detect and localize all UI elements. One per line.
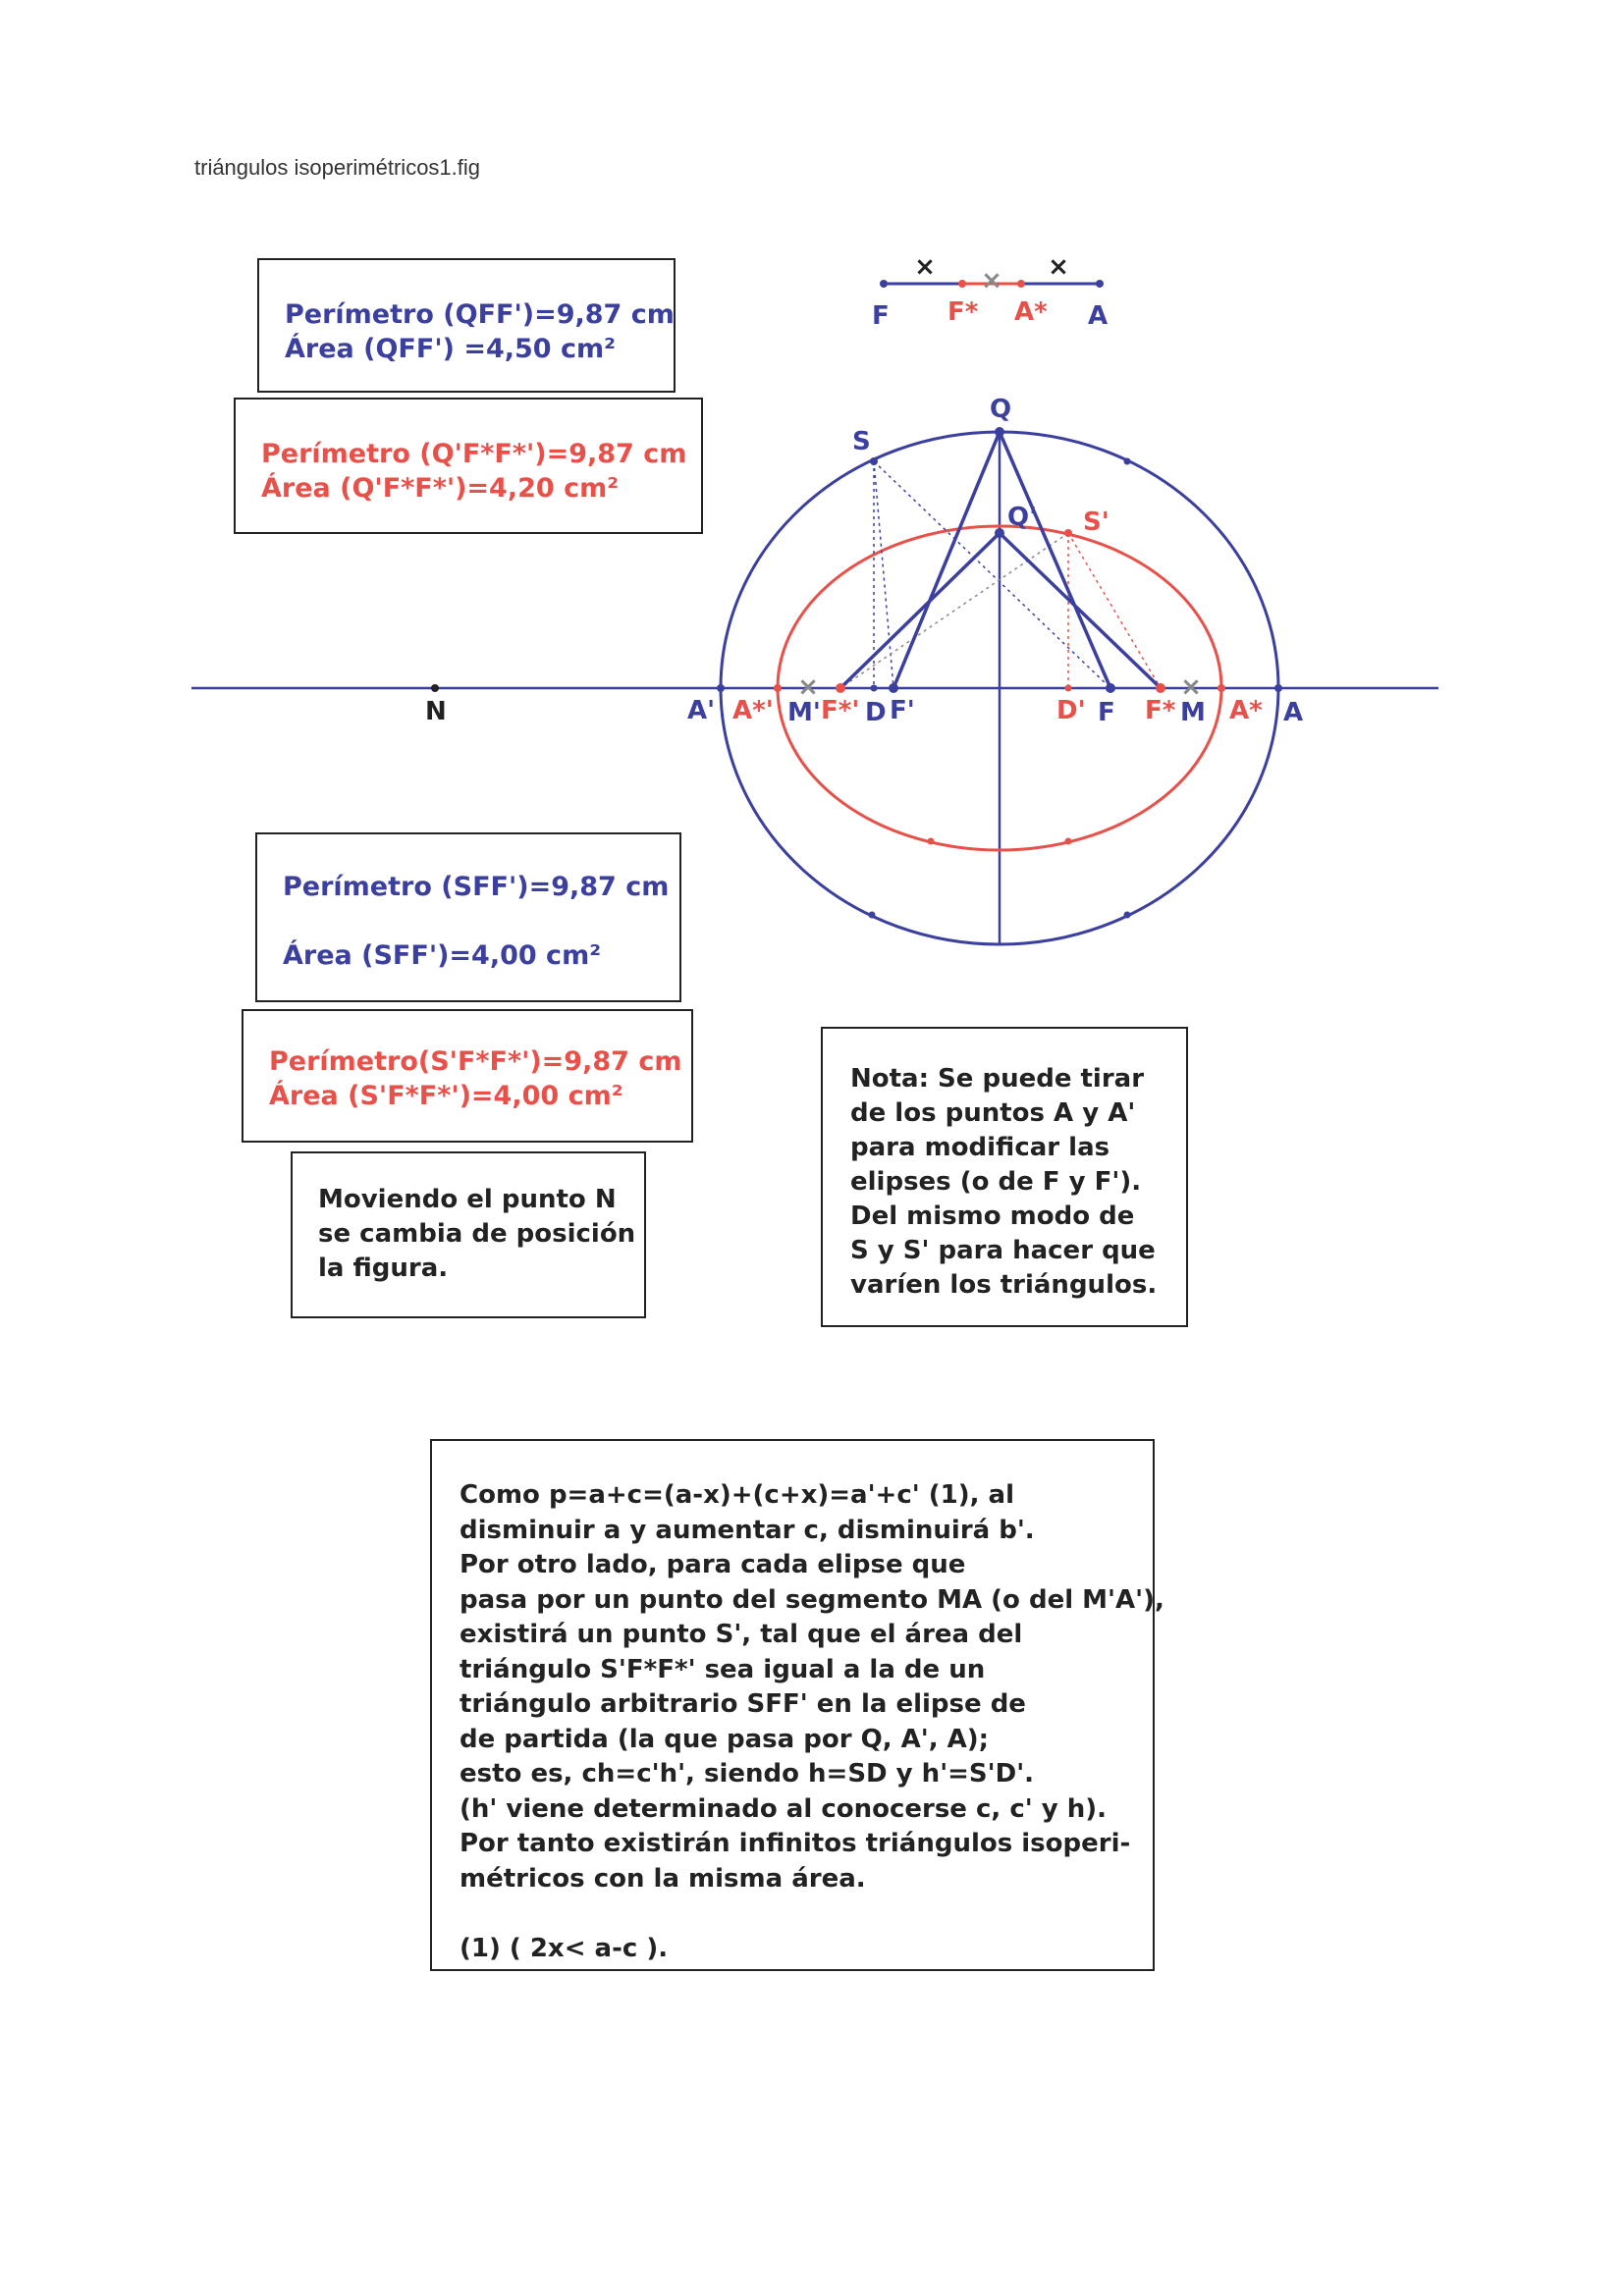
moviendo-line-2: se cambia de posición	[318, 1219, 636, 1249]
label-q: Q	[990, 395, 1012, 424]
sff-area: Área (SFF')=4,00 cm²	[283, 940, 602, 971]
nota-line-1: Nota: Se puede tirar	[850, 1064, 1145, 1094]
como-line-8: de partida (la que pasa por Q, A', A);	[460, 1724, 990, 1754]
cross-m: ×	[1180, 672, 1202, 702]
label-n: N	[425, 697, 447, 726]
nota-line-3: para modificar las	[850, 1133, 1110, 1162]
como-line-13	[460, 1896, 1153, 1932]
como-line-7: triángulo arbitrario SFF' en la elipse de	[460, 1689, 1026, 1719]
point-qp[interactable]	[995, 528, 1004, 538]
label-m: M	[1180, 698, 1206, 727]
sfstar-perimeter: Perímetro(S'F*F*')=9,87 cm	[269, 1046, 682, 1077]
label-qp: Q'	[1007, 503, 1038, 532]
como-line-11: Por tanto existirán infinitos triángulos isoperi-	[460, 1829, 1131, 1858]
label-dp: D'	[1056, 696, 1086, 725]
inner-point-2[interactable]	[1065, 838, 1072, 845]
nota-line-4: elipses (o de F y F').	[850, 1167, 1142, 1197]
nota-line-6: S y S' para hacer que	[850, 1236, 1156, 1265]
box-sff	[255, 832, 681, 1002]
moviendo-line-1: Moviendo el punto N	[318, 1185, 617, 1214]
point-a[interactable]	[1274, 684, 1282, 692]
point-apstar[interactable]	[774, 684, 782, 692]
top-label-astar: A*	[1014, 297, 1048, 327]
label-d: D	[865, 698, 887, 727]
outer-point-3[interactable]	[869, 912, 876, 919]
top-mid-cross: ×	[981, 266, 1002, 295]
como-line-2: disminuir a y aumentar c, disminuirá b'.	[460, 1515, 1035, 1545]
nota-line-7: varíen los triángulos.	[850, 1270, 1158, 1300]
outer-point-1[interactable]	[1124, 458, 1131, 465]
point-d[interactable]	[871, 685, 878, 692]
triangle-qff	[893, 432, 1110, 688]
point-n[interactable]	[431, 684, 439, 692]
como-line-1: Como p=a+c=(a-x)+(c+x)=a'+c' (1), al	[460, 1480, 1015, 1510]
nota-line-2: de los puntos A y A'	[850, 1098, 1136, 1128]
cross-mp: ×	[797, 672, 819, 702]
sfstar-area: Área (S'F*F*')=4,00 cm²	[269, 1081, 623, 1111]
top-point-fstar[interactable]	[958, 280, 966, 288]
top-label-a: A	[1088, 301, 1109, 331]
top-label-f: F	[872, 301, 890, 331]
box-moviendo	[291, 1151, 646, 1318]
point-ap[interactable]	[717, 684, 725, 692]
point-fstar[interactable]	[1156, 683, 1165, 693]
como-line-3: Por otro lado, para cada elipse que	[460, 1550, 966, 1579]
como-line-14: (1) ( 2x< a-c ).	[460, 1933, 669, 1963]
label-astar: A*	[1229, 696, 1263, 725]
point-s[interactable]	[870, 457, 878, 465]
label-f: F	[1098, 698, 1115, 727]
nota-line-5: Del mismo modo de	[850, 1201, 1135, 1231]
outer-point-2[interactable]	[1124, 912, 1131, 919]
label-apstar: A*'	[732, 696, 774, 725]
label-fstar: F*	[1145, 696, 1176, 725]
sff-perimeter: Perímetro (SFF')=9,87 cm	[283, 872, 670, 902]
top-point-astar[interactable]	[1017, 280, 1025, 288]
label-fp: F'	[890, 696, 915, 725]
como-line-6: triángulo S'F*F*' sea igual a la de un	[460, 1654, 986, 1684]
como-line-12: métricos con la misma área.	[460, 1863, 866, 1894]
top-x2-label: ×	[1048, 252, 1069, 282]
label-fpstar: F*'	[821, 696, 860, 725]
box-como	[430, 1439, 1164, 1971]
label-sp: S'	[1083, 507, 1109, 537]
qff-area: Área (QFF') =4,50 cm²	[285, 334, 616, 364]
como-line-5: existirá un punto S', tal que el área del	[460, 1620, 1023, 1649]
point-f[interactable]	[1106, 683, 1115, 693]
label-a: A	[1283, 698, 1304, 727]
point-fpstar[interactable]	[836, 683, 845, 693]
top-label-fstar: F*	[947, 297, 979, 327]
como-line-10: (h' viene determinado al conocerse c, c' y h).	[460, 1793, 1108, 1824]
point-sp[interactable]	[1064, 529, 1072, 537]
box-qfstar	[234, 398, 703, 534]
point-q[interactable]	[995, 427, 1004, 437]
qfstar-area: Área (Q'F*F*')=4,20 cm²	[261, 473, 620, 504]
file-title: triángulos isoperimétricos1.fig	[194, 155, 481, 180]
label-s: S	[852, 427, 871, 456]
como-line-4: pasa por un punto del segmento MA (o del M'A'),	[460, 1584, 1164, 1615]
label-mp: M'	[787, 698, 821, 727]
box-qff	[257, 258, 676, 393]
point-dp[interactable]	[1065, 685, 1072, 692]
dash-spfpstar	[840, 533, 1068, 688]
como-line-9: esto es, ch=c'h', siendo h=SD y h'=S'D'.	[460, 1759, 1035, 1789]
inner-point-1[interactable]	[928, 838, 935, 845]
point-fp[interactable]	[889, 683, 898, 693]
point-astar[interactable]	[1217, 684, 1225, 692]
qff-perimeter: Perímetro (QFF')=9,87 cm	[285, 299, 675, 330]
qfstar-perimeter: Perímetro (Q'F*F*')=9,87 cm	[261, 439, 687, 469]
label-ap: A'	[687, 696, 716, 725]
top-x1-label: ×	[914, 252, 936, 282]
top-point-f[interactable]	[880, 280, 888, 288]
box-nota	[821, 1027, 1188, 1327]
moviendo-line-3: la figura.	[318, 1254, 449, 1283]
top-point-a[interactable]	[1096, 280, 1104, 288]
box-sfstar	[242, 1009, 693, 1143]
